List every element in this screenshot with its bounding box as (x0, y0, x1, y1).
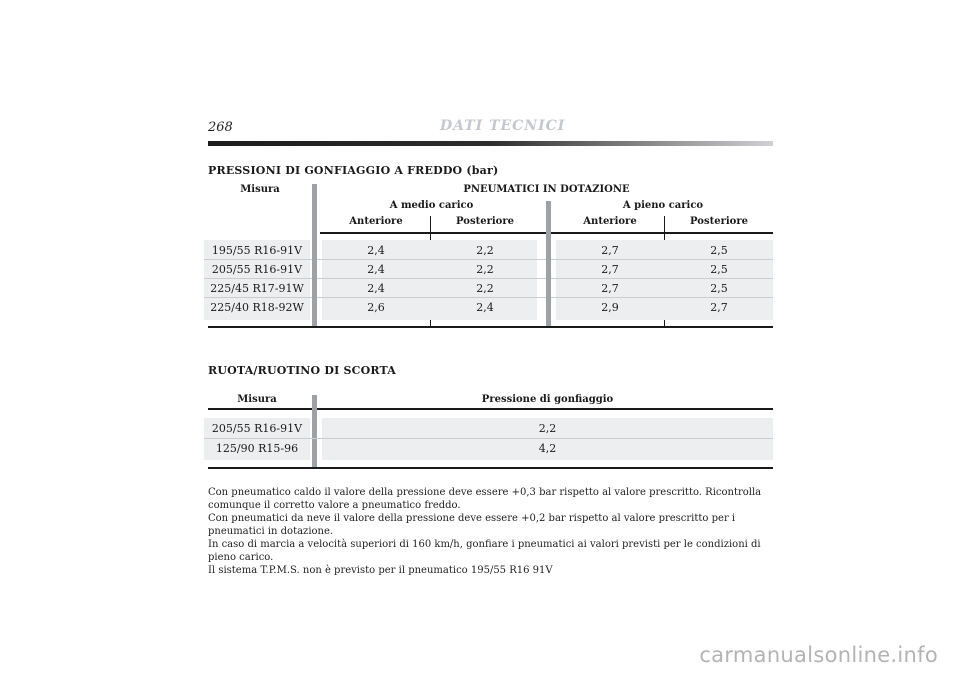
pieno-ant-cell: 2,7 (601, 263, 619, 276)
col-medio-anteriore: Anteriore (349, 216, 403, 227)
pressures-title: PRESSIONI DI GONFIAGGIO A FREDDO (bar) (208, 164, 499, 177)
medio-post-cell: 2,2 (476, 244, 494, 257)
col-pieno-carico: A pieno carico (622, 200, 704, 211)
spare-misura-cell: 125/90 R15-96 (215, 442, 299, 455)
col-pieno-anteriore: Anteriore (583, 216, 637, 227)
spare-title: RUOTA/RUOTINO DI SCORTA (208, 364, 397, 377)
notes (208, 486, 778, 577)
medio-post-cell: 2,4 (476, 301, 494, 314)
medio-post-cell: 2,2 (476, 282, 494, 295)
table2-top-rule (208, 408, 773, 410)
vbar-misura (312, 184, 317, 326)
pieno-ant-cell: 2,9 (601, 301, 619, 314)
misura-cell: 195/55 R16-91V (211, 244, 303, 257)
pieno-ant-cell: 2,7 (601, 244, 619, 257)
spare-pressione-cell: 2,2 (538, 422, 557, 435)
spare-pressione-cell: 4,2 (538, 442, 557, 455)
header-rule (208, 141, 773, 146)
note-paragraph: Con pneumatico caldo il valore della pressione deve essere +0,3 bar rispetto al valore prescritto. Ricontrolla comunque il corretto valore a pneumatico freddo. (208, 487, 762, 511)
page-number: 268 (208, 120, 233, 135)
col-misura: Misura (240, 184, 280, 195)
medio-ant-cell: 2,4 (367, 244, 385, 257)
misura-cell: 225/45 R17-91W (210, 282, 304, 295)
col-pieno-posteriore: Posteriore (690, 216, 748, 227)
medio-post-cell: 2,2 (476, 263, 494, 276)
pieno-post-cell: 2,5 (710, 263, 728, 276)
watermark: carmanualsonline.info (699, 643, 938, 667)
col-medio-posteriore: Posteriore (456, 216, 514, 227)
medio-ant-cell: 2,6 (367, 301, 385, 314)
note-paragraph: Con pneumatici da neve il valore della pressione deve essere +0,2 bar rispetto al valore prescritto per i pneumatici in dotazione. (208, 513, 736, 537)
col-medio-carico: A medio carico (389, 200, 474, 211)
note-paragraph: In caso di marcia a velocità superiori di 160 km/h, gonfiare i pneumatici ai valori previsti per le condizioni di pieno carico. (208, 539, 761, 563)
misura-cell: 225/40 R18-92W (210, 301, 304, 314)
medio-ant-cell: 2,4 (367, 282, 385, 295)
col-group-pneumatici: PNEUMATICI IN DOTAZIONE (463, 184, 630, 195)
table2-bottom-rule (208, 467, 773, 469)
pieno-post-cell: 2,7 (710, 301, 728, 314)
table1-bottom-rule (208, 326, 773, 328)
medio-ant-cell: 2,4 (367, 263, 385, 276)
note-paragraph: Il sistema T.P.M.S. non è previsto per il pneumatico 195/55 R16 91V (208, 565, 553, 576)
spare-misura-cell: 205/55 R16-91V (211, 422, 303, 435)
pieno-ant-cell: 2,7 (601, 282, 619, 295)
pieno-post-cell: 2,5 (710, 244, 728, 257)
spare-col-pressione: Pressione di gonfiaggio (481, 394, 614, 405)
misura-cell: 205/55 R16-91V (211, 263, 303, 276)
vbar-spare (312, 395, 317, 467)
spare-col-misura: Misura (237, 394, 277, 405)
vbar-pieno (546, 201, 551, 326)
pieno-post-cell: 2,5 (710, 282, 728, 295)
section-title: DATI TECNICI (440, 118, 566, 134)
